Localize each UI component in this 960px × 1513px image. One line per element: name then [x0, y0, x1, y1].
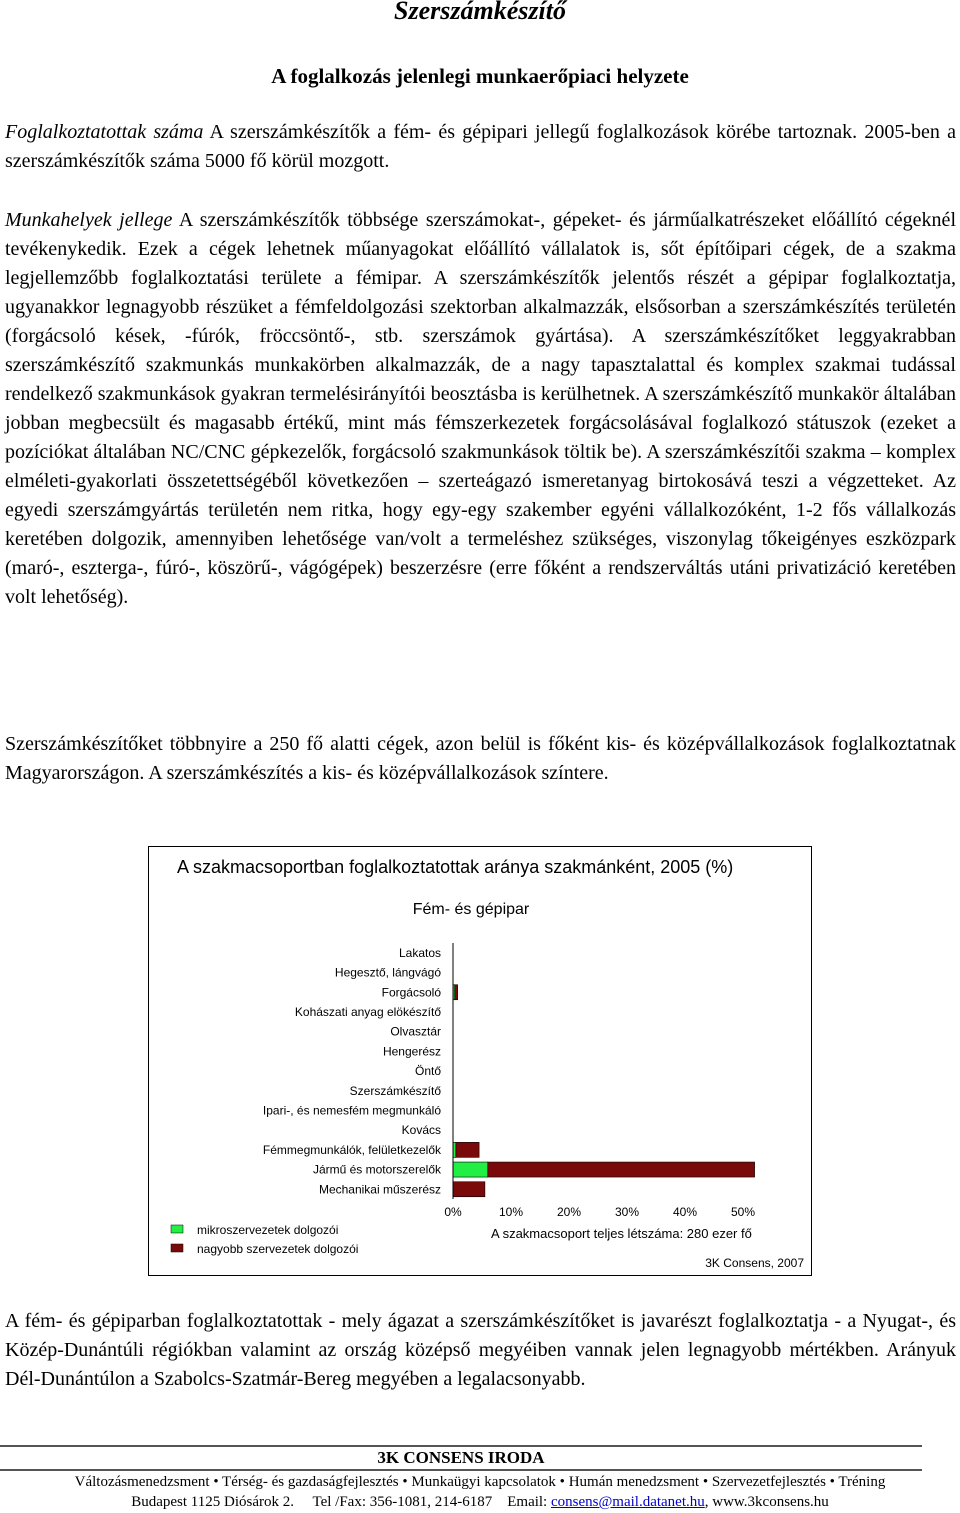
bar-segment-large — [488, 1162, 755, 1177]
category-label: Hengerész — [382, 1044, 441, 1059]
x-tick-label: 40% — [672, 1205, 698, 1219]
paragraph-text: A szerszámkészítők többsége szerszámokat-, gépeket- és járműalkatrészeket előállító cégeknél tevékenykedik. Ezek a cégek lehetnek műanyagokat előállító vállalatok is, sőt építőipari cégek, de a szakma legjellemzőbb foglalkoztatási területe a fémipar. A szerszámkészítők jelentős részét a gépipar foglalkoztatja, ugyanakkor legnagyobb részüket a fémfeldolgozási szektorban alkalmazzák, elsősorban a szerszámkészítés területén (forgácsoló kések, -fúrók, fröccsöntő-, stb. szerszámok gyártása). A szerszámkészítőket leggyakrabban szerszámkészítő szakmunkás munkakörben alkalmazzák, de a nagy tapasztalattal és komplex szakmai tudással rendelkező szakmunkások gyakran termelésirányítói beosztásba is kerülhetnek. A szerszámkészítő munkakör általában jobban megbecsült és magasabb értékű, mint más fémszerkezetek forgácsolásával foglalkozó státuszok (ezeket a pozíciókat általában NC/CNC gépkezelők, forgácsoló szakmunkások töltik be). A szerszámkészítői szakma – komplex elméleti-gyakorlati összetettségéből következően – szerteágazó ismeretanyag birtokosává teszi a végzetteket. Az egyedi szerszámgyártás területén nem ritka, hogy egy-egy szakember egyéni vállalkozóként, 1-2 fős vállalkozás keretében dolgozik, amennyiben lehetősége van/volt a termeléshez szükséges, viszonylag tőkeigényes eszközpark (maró-, eszterga-, fúró-, köszörű-, vágógépek) beszerzésre (erre főként a rendszerváltás utáni privatizáció keretében volt lehetőség). — [5, 209, 956, 608]
paragraph-sme: Szerszámkészítőket többnyire a 250 fő alatti cégek, azon belül is főként kis- és középvállalkozások foglalkoztatnak Magyarországon. A szerszámkészítés a kis- és középvállalkozások színtere. — [5, 733, 956, 784]
footer-rule-bottom — [0, 1469, 922, 1471]
legend-swatch — [171, 1225, 183, 1233]
x-tick-label: 30% — [614, 1205, 640, 1219]
x-axis-label: A szakmacsoport teljes létszáma: 280 ezer fő — [491, 1226, 752, 1241]
footer-company: 3K CONSENS IRODA — [377, 1448, 545, 1467]
chart-source: 3K Consens, 2007 — [705, 1256, 804, 1270]
paragraph-regions: A fém- és gépiparban foglalkoztatottak - mely ágazat a szerszámkészítőket is javarészt foglalkoztatja - a Nyugat-, és Közép-Dunántúli régiókban valamint az ország középső megyéiben vannak jelen legnagyobb mértékben. Arányuk Dél-Dunántúlon a Szabolcs-Szatmár-Bereg megyében a legalacsonyabb. — [5, 1310, 956, 1390]
footer-email-link[interactable]: consens@mail.datanet.hu — [550, 1494, 705, 1510]
x-tick-label: 20% — [556, 1205, 582, 1219]
bar-segment-large — [453, 1182, 485, 1197]
category-label: Öntő — [414, 1064, 441, 1079]
bar-segment-micro — [453, 1162, 488, 1177]
x-tick-label: 0% — [444, 1205, 462, 1219]
footer-contact — [0, 1494, 960, 1511]
category-label: Hegesztő, lángvágó — [334, 965, 441, 980]
chart-frame — [148, 846, 812, 1276]
paragraph-workplace-type — [5, 206, 956, 612]
category-label: Jármű és motorszerelők — [312, 1162, 441, 1177]
category-label: Kohászati anyag elökészítő — [294, 1004, 441, 1019]
legend-swatch — [171, 1244, 183, 1252]
footer-services: Változásmenedzsment • Térség- és gazdaságfejlesztés • Munkaügyi kapcsolatok • Humán menedzsment • Szervezetfejlesztés • Tréning — [74, 1474, 886, 1490]
document-title: Szerszámkészítő — [394, 0, 566, 25]
paragraph-employment-count — [5, 118, 956, 176]
footer-website[interactable]: , www.3kconsens.hu — [704, 1494, 829, 1510]
footer-phone: Tel /Fax: 356-1081, 214-6187 — [312, 1494, 493, 1510]
paragraph-lead: Munkahelyek jellege — [5, 209, 173, 231]
chart-subtitle: Fém- és gépipar — [412, 901, 530, 918]
category-label: Szerszámkészítő — [349, 1083, 441, 1098]
legend-label: nagyobb szervezetek dolgozói — [197, 1242, 359, 1256]
x-ticks — [444, 1205, 755, 1219]
legend-label: mikroszervezetek dolgozói — [197, 1223, 339, 1237]
x-tick-label: 10% — [498, 1205, 524, 1219]
bar-segment-large — [456, 1142, 479, 1157]
x-tick-label: 50% — [730, 1205, 756, 1219]
paragraph-text: A szerszámkészítők a fém- és gépipari jellegű foglalkozások körébe tartoznak. 2005-ben a szerszámkészítők száma 5000 fő körül mozgott. — [5, 121, 956, 172]
category-label: Lakatos — [398, 945, 441, 960]
footer-address: Budapest 1125 Diósárok 2. — [131, 1494, 294, 1510]
footer-email-label: Email: — [507, 1494, 548, 1510]
chart-svg — [149, 847, 811, 1275]
section-heading: A foglalkozás jelenlegi munkaerőpiaci helyzete — [271, 64, 689, 88]
bars — [453, 985, 755, 1197]
category-label: Olvasztár — [390, 1024, 441, 1039]
category-label: Forgácsoló — [381, 985, 441, 1000]
category-labels — [263, 946, 442, 1196]
category-label: Fémmegmunkálók, felületkezelők — [262, 1142, 441, 1157]
legend — [171, 1223, 358, 1256]
bar-segment-large — [455, 985, 458, 1000]
category-label: Mechanikai műszerész — [318, 1182, 441, 1197]
footer-rule-top — [0, 1445, 922, 1447]
chart-title: A szakmacsoportban foglalkoztatottak aránya szakmánként, 2005 (%) — [177, 857, 734, 877]
category-label: Ipari-, és nemesfém megmunkáló — [262, 1103, 441, 1118]
paragraph-lead: Foglalkoztatottak száma — [5, 121, 204, 143]
category-label: Kovács — [401, 1123, 441, 1138]
